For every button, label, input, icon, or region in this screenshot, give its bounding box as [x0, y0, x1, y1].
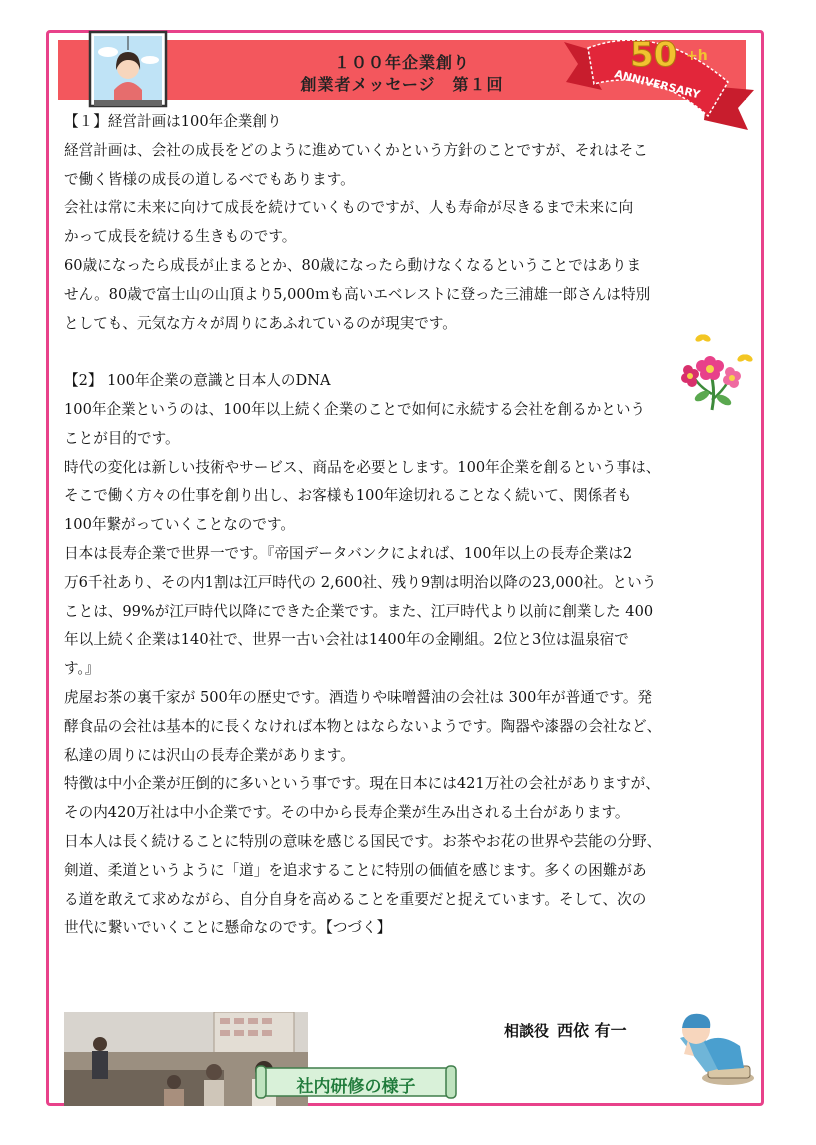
signature — [504, 1018, 627, 1041]
article-line: 万6千社あり、その内1割は江戸時代の 2,600社、残り9割は明治以降の23,000社。という — [64, 573, 657, 591]
article-line: 特徴は中小企業が圧倒的に多いという事です。現在日本には421万社の会社がありますが、 — [64, 775, 660, 793]
article-line: 時代の変化は新しい技術やサービス、商品を必要とします。100年企業を創るという事は、 — [64, 458, 661, 476]
article-line: る道を敢えて求めながら、自分自身を高めることを重要だと捉えています。そして、次の — [64, 890, 647, 908]
article-line: 年以上続く企業は140社で、世界一古い会社は1400年の金剛組。2位と3位は温泉宿で — [64, 631, 629, 649]
banner-title-line1: １００年企業創り — [333, 53, 470, 72]
article-line: 100年企業というのは、100年以上続く企業のことで如何に永続する会社を創るかという — [64, 400, 646, 418]
signature-role: 相談役 — [504, 1022, 550, 1040]
article-line: 日本人は長く続けることに特別の意味を感じる国民です。お茶やお花の世界や芸能の分野、 — [64, 832, 662, 850]
badge-plus: +h — [686, 48, 708, 64]
article-line: 剣道、柔道というように「道」を追求することに特別の価値を感じます。多くの困難があ — [64, 861, 647, 879]
article-line: 日本は長寿企業で世界一です。『帝国データバンクによれば、100年以上の長寿企業は2 — [64, 544, 633, 562]
article-line: 経営計画は、会社の成長をどのように進めていくかという方針のことですが、それはそこ — [64, 141, 648, 159]
woman-at-window-illustration — [88, 30, 168, 108]
article-line: 60歳になったら成長が止まるとか、80歳になったら動けなくなるということではありま — [64, 256, 642, 274]
article-line: す。』 — [64, 660, 100, 678]
article-line: そこで働く方々の仕事を創り出し、お客様も100年途切れることなく続いて、関係者も — [64, 487, 632, 505]
article-line: ことは、99%が江戸時代以降にできた企業です。また、江戸時代より以前に創業した 400 — [64, 602, 654, 620]
article-line: かって成長を続ける生きものです。 — [64, 228, 297, 246]
article-line: ことが目的です。 — [64, 429, 180, 447]
article-line: 会社は常に未来に向けて成長を続けていくものですが、人も寿命が尽きるまで未来に向 — [64, 199, 634, 217]
photo-caption: 社内研修の様子 — [296, 1077, 416, 1097]
signature-name: 西依 有一 — [557, 1021, 627, 1040]
banner-title-line2: 創業者メッセージ 第１回 — [300, 75, 504, 94]
article-line: その内420万社は中小企業です。その中から長寿企業が生み出される土台があります。 — [64, 804, 630, 822]
article-line: 【１】経営計画は100年企業創り — [64, 113, 282, 130]
photo-caption-scroll — [254, 1064, 458, 1100]
flower-illustration — [672, 330, 756, 414]
article-line: としても、元気な方々が周りにあふれているのが現実です。 — [64, 314, 457, 332]
article-body — [64, 108, 768, 943]
article-line: 虎屋お茶の裏千家が 500年の歴史です。酒造りや味噌醤油の会社は 300年が普通です。発 — [64, 688, 653, 706]
badge-text: ANNIVERSARY — [613, 67, 702, 102]
article-line: 酵食品の会社は基本的に長くなければ本物とはならないようです。陶器や漆器の会社など、 — [64, 717, 662, 735]
article-line: 100年繋がっていくことなのです。 — [64, 516, 296, 534]
article-line: せん。80歳で富士山の山頂より5,000ｍも高いエベレストに登った三浦雄一郎さんは特別 — [64, 285, 651, 303]
badge-number: 50 — [630, 35, 678, 75]
blank-line — [64, 338, 768, 367]
article-line: 私達の周りには沢山の長寿企業があります。 — [64, 746, 355, 764]
bowing-person-illustration — [670, 1002, 760, 1090]
article-line: で働く皆様の成長の道しるべでもあります。 — [64, 170, 355, 188]
article-line: 【2】 100年企業の意識と日本人のDNA — [64, 372, 331, 390]
article-line: 世代に繋いでいくことに懸命なのです。【つづく】 — [64, 919, 392, 937]
